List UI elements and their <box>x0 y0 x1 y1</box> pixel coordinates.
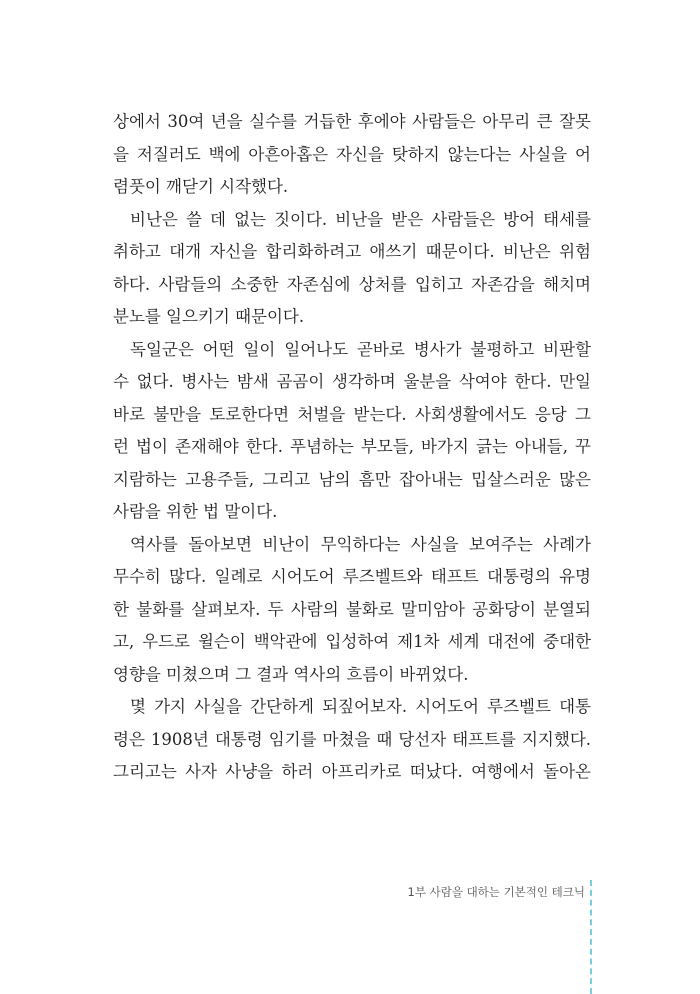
margin-dashed-rule <box>590 880 592 994</box>
text-line: 하다. 사람들의 소중한 자존심에 상처를 입히고 자존감을 해치며 <box>113 274 591 294</box>
running-head: 1부 사람을 대하는 기본적인 테크닉 <box>407 885 585 899</box>
text-line: 분노를 일으키기 때문이다. <box>113 307 305 326</box>
text-line: 비난은 쓸 데 없는 짓이다. 비난을 받은 사람들은 방어 태세를 <box>130 209 591 229</box>
text-line: 런 법이 존재해야 한다. 푸념하는 부모들, 바가지 긁는 아내들, 꾸 <box>113 437 591 456</box>
text-line: 바로 불만을 토로한다면 처벌을 받는다. 사회생활에서도 응당 그 <box>113 404 591 424</box>
text-line: 영향을 미쳤으며 그 결과 역사의 흐름이 바뀌었다. <box>113 664 469 684</box>
text-line: 취하고 대개 자신을 합리화하려고 애쓰기 때문이다. 비난은 위험 <box>113 242 591 261</box>
text-line: 한 불화를 살펴보자. 두 사람의 불화로 말미암아 공화당이 분열되 <box>113 599 591 619</box>
body-text <box>113 106 591 789</box>
text-line: 렴풋이 깨닫기 시작했다. <box>113 177 289 196</box>
text-line: 상에서 30여 년을 실수를 거듭한 후에야 사람들은 아무리 큰 잘못 <box>113 112 591 131</box>
text-line: 독일군은 어떤 일이 일어나도 곧바로 병사가 불평하고 비판할 <box>130 339 591 359</box>
text-line: 역사를 돌아보면 비난이 무익하다는 사실을 보여주는 사례가 <box>130 534 591 554</box>
text-line: 그리고는 사자 사냥을 하러 아프리카로 떠났다. 여행에서 돌아온 <box>113 762 591 781</box>
text-line: 수 없다. 병사는 밤새 곰곰이 생각하며 울분을 삭여야 한다. 만일 <box>113 372 591 391</box>
text-line: 고, 우드로 윌슨이 백악관에 입성하여 제1차 세계 대전에 중대한 <box>113 632 591 651</box>
text-line: 몇 가지 사실을 간단하게 되짚어보자. 시어도어 루즈벨트 대통 <box>130 697 591 716</box>
text-line: 사람을 위한 법 말이다. <box>113 502 278 521</box>
text-line: 지람하는 고용주들, 그리고 남의 흠만 잡아내는 밉살스러운 많은 <box>113 469 591 489</box>
text-line: 을 저질러도 백에 아흔아홉은 자신을 탓하지 않는다는 사실을 어 <box>113 144 591 164</box>
text-line: 무수히 많다. 일례로 시어도어 루즈벨트와 태프트 대통령의 유명 <box>113 567 591 586</box>
text-line: 령은 1908년 대통령 임기를 마쳤을 때 당선자 태프트를 지지했다. <box>113 729 591 749</box>
